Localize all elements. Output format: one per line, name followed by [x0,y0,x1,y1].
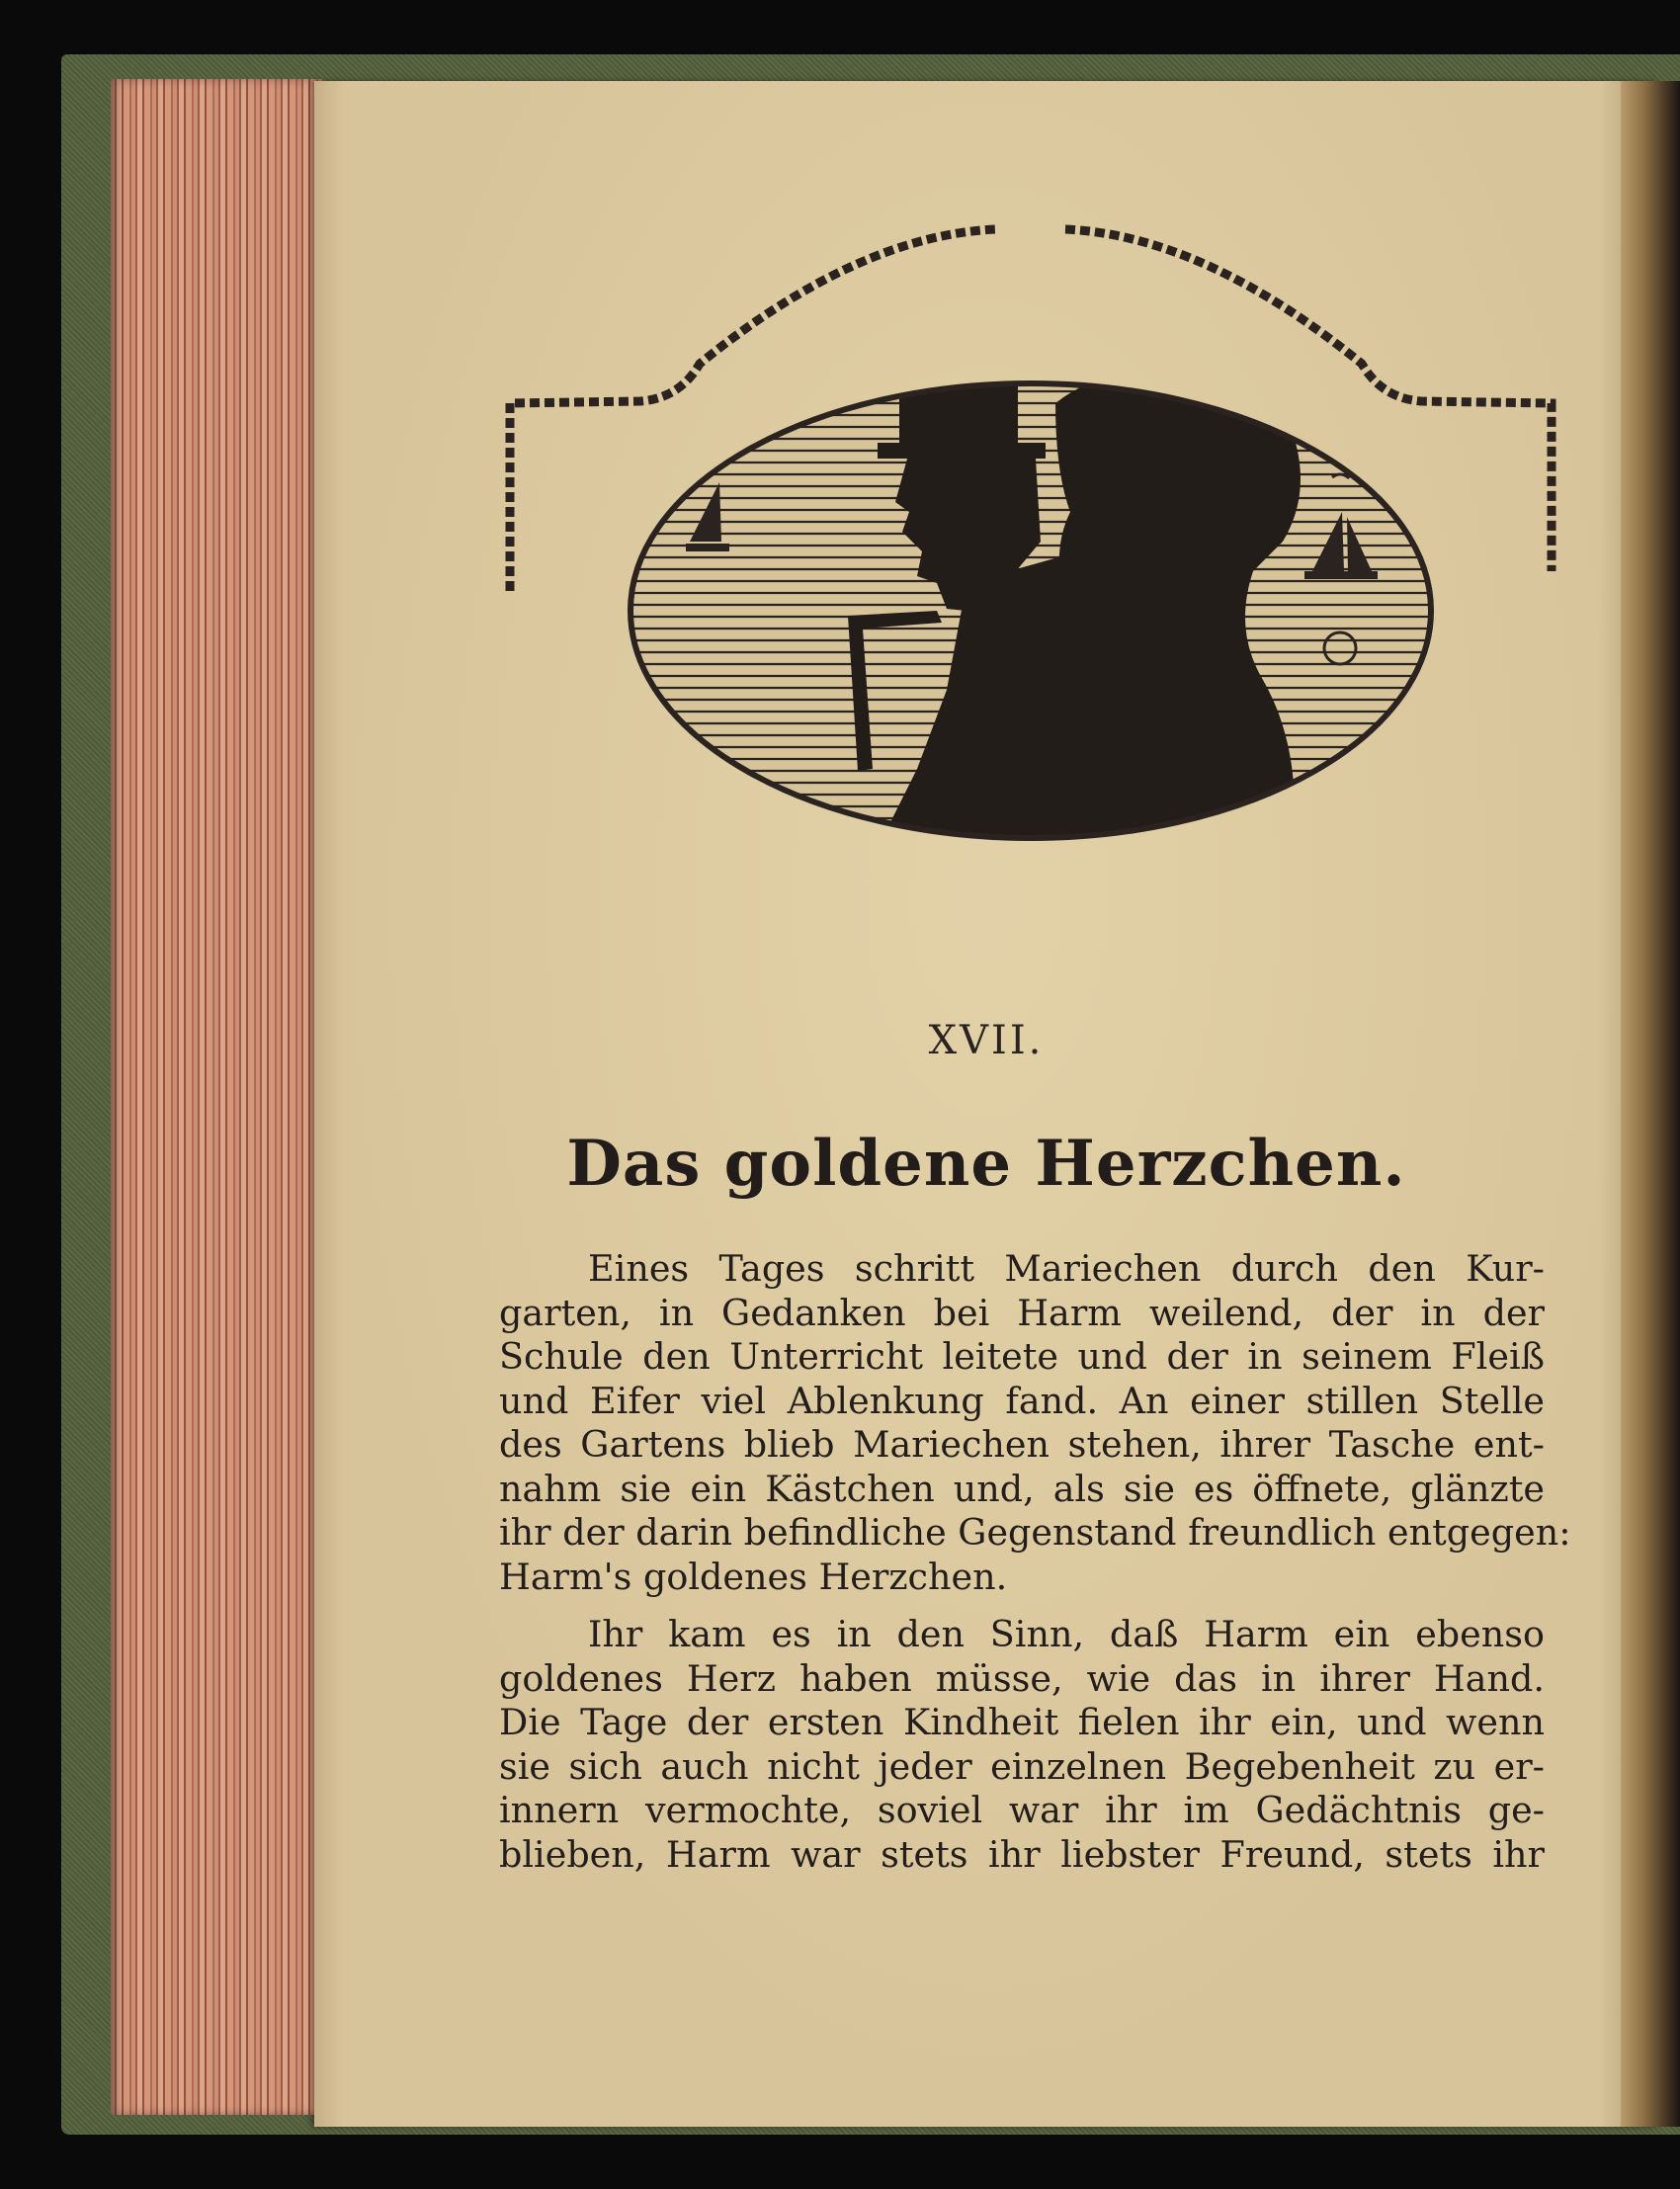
text-line: Ihr kam es in den Sinn, daß Harm ein ebenso [588,1613,1545,1655]
text-line: blieben, Harm war stets ihr liebster Freund, stets ihr [499,1832,1545,1876]
text-line: garten, in Gedanken bei Harm weilend, der in der [499,1291,1545,1334]
page-gutter [1621,81,1680,2127]
text-line: innern vermochte, soviel war ihr im Gedächtnis ge- [499,1789,1545,1831]
text-line: Die Tage der ersten Kindheit fielen ihr ein, und wenn [499,1701,1545,1743]
text-line: nahm sie ein Kästchen und, als sie es öffnete, glänzte [499,1467,1545,1510]
text-line: Schule den Unterricht leitete und der in seinem Fleiß [499,1335,1545,1378]
text-line: und Eifer viel Ablenkung fand. An einer stillen Stelle [499,1379,1545,1422]
text-line: ihr der darin befindliche Gegenstand freundlich entgegen: [499,1511,1571,1554]
text-line: Eines Tages schritt Mariechen durch den Kur- [588,1247,1545,1290]
page-edges [111,79,323,2115]
text-line: des Gartens blieb Mariechen stehen, ihrer Tasche ent- [499,1423,1545,1466]
text-line: Harm's goldenes Herzchen. [499,1555,1008,1598]
paragraph-1 [499,1247,1571,1599]
chapter-title: Das goldene Herzchen. [566,1127,1406,1201]
paragraph-2 [499,1613,1545,1877]
chapter-vignette-illustration [502,215,1559,848]
text-line: goldenes Herz haben müsse, wie das in ihrer Hand. [499,1656,1545,1700]
chapter-number: XVII. [928,1018,1045,1063]
chapter-body-text [499,1247,1571,1891]
text-line: sie sich auch nicht jeder einzelnen Begebenheit zu er- [499,1744,1545,1788]
